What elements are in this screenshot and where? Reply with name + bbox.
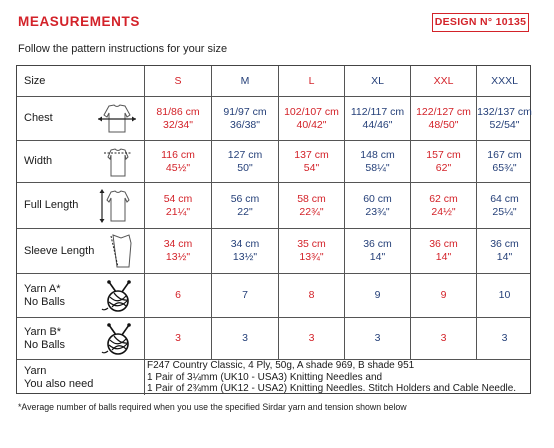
- chest-label: Chest: [17, 97, 145, 140]
- full-length-l: 58 cm 22¾": [279, 183, 345, 228]
- full-length-m: 56 cm 22": [212, 183, 279, 228]
- yarn-a-xxl: 9: [411, 274, 477, 317]
- full-length-xl: 60 cm 23¾": [345, 183, 411, 228]
- sweater-chest-icon: [97, 103, 137, 135]
- width-s: 116 cm 45½": [145, 141, 212, 182]
- yarn-a-label: Yarn A* No Balls: [17, 274, 145, 317]
- width-xxl: 157 cm 62": [411, 141, 477, 182]
- yarn-b-xxl: 3: [411, 318, 477, 359]
- sleeve-length-label: Sleeve Length: [17, 229, 145, 273]
- full-length-label: Full Length: [17, 183, 145, 228]
- size-xxxl: XXXL: [491, 74, 518, 87]
- full-length-s: 54 cm 21¼": [145, 183, 212, 228]
- subtitle: Follow the pattern instructions for your size: [18, 43, 228, 55]
- width-l: 137 cm 54": [279, 141, 345, 182]
- yarn-a-xl: 9: [345, 274, 411, 317]
- full-length-xxxl: 64 cm 25¼": [490, 192, 519, 218]
- size-header-row: [17, 66, 530, 97]
- yarn-ball-icon: [101, 279, 135, 313]
- size-xl: XL: [345, 66, 411, 96]
- sleeve-s: 34 cm 13½": [145, 229, 212, 273]
- chest-xxl: 122/127 cm 48/50": [411, 97, 477, 140]
- size-m: M: [212, 66, 279, 96]
- chest-xl: 112/117 cm 44/46": [345, 97, 411, 140]
- yarn-info-line-1: F247 Country Classic, 4 Ply, 50g, A shade 969, B shade 951: [147, 360, 415, 372]
- size-l: L: [279, 66, 345, 96]
- yarn-b-xl: 3: [345, 318, 411, 359]
- width-xxxl: 167 cm 65¾": [487, 148, 522, 174]
- yarn-ball-icon: [101, 322, 135, 356]
- size-xxl: XXL: [411, 66, 477, 96]
- size-label: Size: [17, 66, 145, 96]
- sleeve-length-row: [17, 229, 530, 274]
- sweater-length-icon: [97, 188, 133, 224]
- width-row: [17, 141, 530, 183]
- sleeve-xxl: 36 cm 14": [411, 229, 477, 273]
- yarn-a-m: 7: [212, 274, 279, 317]
- chest-s: 81/86 cm 32/34": [145, 97, 212, 140]
- yarn-b-m: 3: [212, 318, 279, 359]
- yarn-b-label: Yarn B* No Balls: [17, 318, 145, 359]
- yarn-b-row: [17, 318, 530, 360]
- width-label: Width: [17, 141, 145, 182]
- yarn-a-s: 6: [145, 274, 212, 317]
- yarn-b-s: 3: [145, 318, 212, 359]
- yarn-info-label: Yarn You also need: [17, 360, 145, 395]
- footnote: *Average number of balls required when you use the specified Sirdar yarn and tension shown below: [18, 402, 407, 412]
- measurements-table: [16, 65, 531, 394]
- yarn-b-l: 3: [279, 318, 345, 359]
- yarn-info-details: [145, 360, 532, 395]
- sleeve-xl: 36 cm 14": [345, 229, 411, 273]
- design-number-badge: DESIGN N° 10135: [432, 13, 529, 32]
- yarn-a-xxxl: 10: [498, 289, 511, 301]
- sleeve-l: 35 cm 13¾": [279, 229, 345, 273]
- yarn-a-l: 8: [279, 274, 345, 317]
- sleeve-xxxl: 36 cm 14": [490, 238, 519, 263]
- sleeve-m: 34 cm 13½": [212, 229, 279, 273]
- yarn-info-row: [17, 360, 530, 395]
- chest-xxxl: 132/137 cm 52/54": [477, 105, 532, 131]
- full-length-row: [17, 183, 530, 229]
- yarn-info-line-2: 1 Pair of 3¼mm (UK10 - USA3) Knitting Needles and: [147, 371, 383, 383]
- chest-l: 102/107 cm 40/42": [279, 97, 345, 140]
- chest-row: [17, 97, 530, 141]
- sleeve-icon: [105, 233, 137, 269]
- sweater-width-icon: [102, 147, 134, 179]
- page-title: MEASUREMENTS: [18, 14, 140, 29]
- yarn-a-row: [17, 274, 530, 318]
- size-s: S: [145, 66, 212, 96]
- width-m: 127 cm 50": [212, 141, 279, 182]
- full-length-xxl: 62 cm 24½": [411, 183, 477, 228]
- yarn-b-xxxl: 3: [501, 332, 508, 344]
- yarn-info-line-3: 1 Pair of 2¾mm (UK12 - USA2) Knitting Needles. Stitch Holders and Cable Needle.: [147, 383, 517, 395]
- chest-m: 91/97 cm 36/38": [212, 97, 279, 140]
- width-xl: 148 cm 58¼": [345, 141, 411, 182]
